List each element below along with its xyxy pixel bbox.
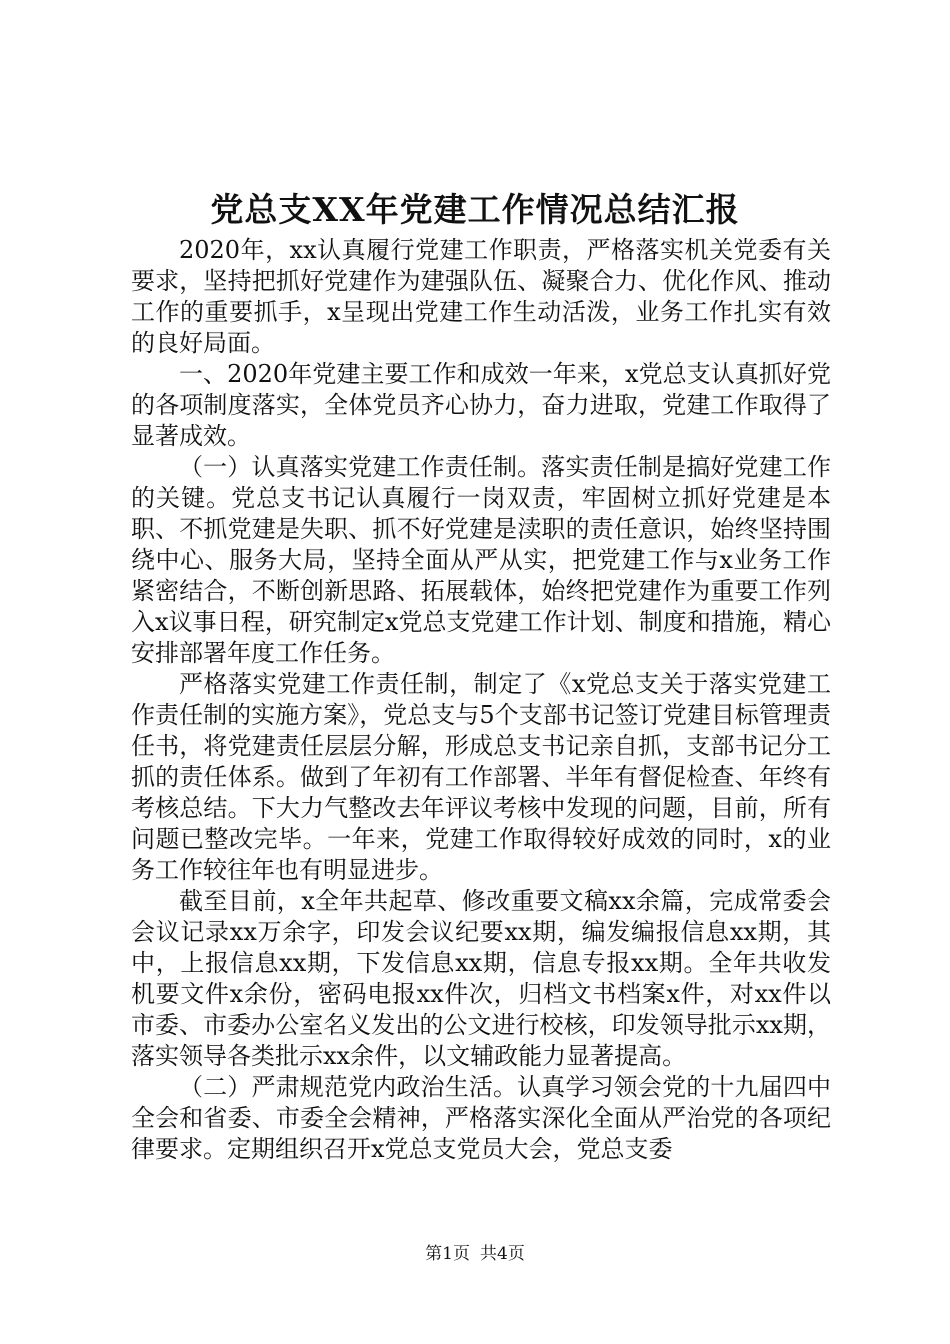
paragraph: （一）认真落实党建工作责任制。落实责任制是搞好党建工作的关键。党总支书记认真履行一岗双责，牢固树立抓好党建是本职、不抓党建是失职、抓不好党建是渎职的责任意识，始终坚持围绕中心、服务大局，坚持全面从严从实，把党建工作与x业务工作紧密结合，不断创新思路、拓展载体，始终把党建作为重要工作列入x议事日程，研究制定x党总支党建工作计划、制度和措施，精心安排部署年度工作任务。 — [131, 453, 831, 667]
document-title: 党总支XX年党建工作情况总结汇报 — [210, 190, 740, 229]
paragraph: 2020年，xx认真履行党建工作职责，严格落实机关党委有关要求，坚持把抓好党建作为建强队伍、凝聚合力、优化作风、推动工作的重要抓手，x呈现出党建工作生动活泼，业务工作扎实有效的良好局面。 — [131, 236, 831, 357]
paragraph: 一、2020年党建主要工作和成效一年来，x党总支认真抓好党的各项制度落实，全体党员齐心协力，奋力进取，党建工作取得了显著成效。 — [131, 360, 831, 450]
paragraph: 严格落实党建工作责任制，制定了《x党总支关于落实党建工作责任制的实施方案》，党总支与5个支部书记签订党建目标管理责任书，将党建责任层层分解，形成总支书记亲自抓，支部书记分工抓的责任体系。做到了年初有工作部署、半年有督促检查、年终有考核总结。下大力气整改去年评议考核中发现的问题，目前，所有问题已整改完毕。一年来，党建工作取得较好成效的同时，x的业务工作较往年也有明显进步。 — [131, 670, 831, 884]
paragraph: （二）严肃规范党内政治生活。认真学习领会党的十九届四中全会和省委、市委全会精神，严格落实深化全面从严治党的各项纪律要求。定期组织召开x党总支党员大会，党总支委 — [131, 1073, 831, 1163]
paragraph: 截至目前，x全年共起草、修改重要文稿xx余篇，完成常委会会议记录xx万余字，印发会议纪要xx期，编发编报信息xx期，其中，上报信息xx期，下发信息xx期，信息专报xx期。全年共收发机要文件x余份，密码电报xx件次，归档文书档案x件，对xx件以市委、市委办公室名义发出的公文进行校核，印发领导批示xx期，落实领导各类批示xx余件，以文辅政能力显著提高。 — [131, 887, 831, 1070]
page-footer — [0, 1242, 950, 1266]
page-total: 共4页 — [480, 1244, 525, 1264]
page-number: 第1页 — [425, 1244, 470, 1264]
document-body — [131, 235, 831, 1165]
